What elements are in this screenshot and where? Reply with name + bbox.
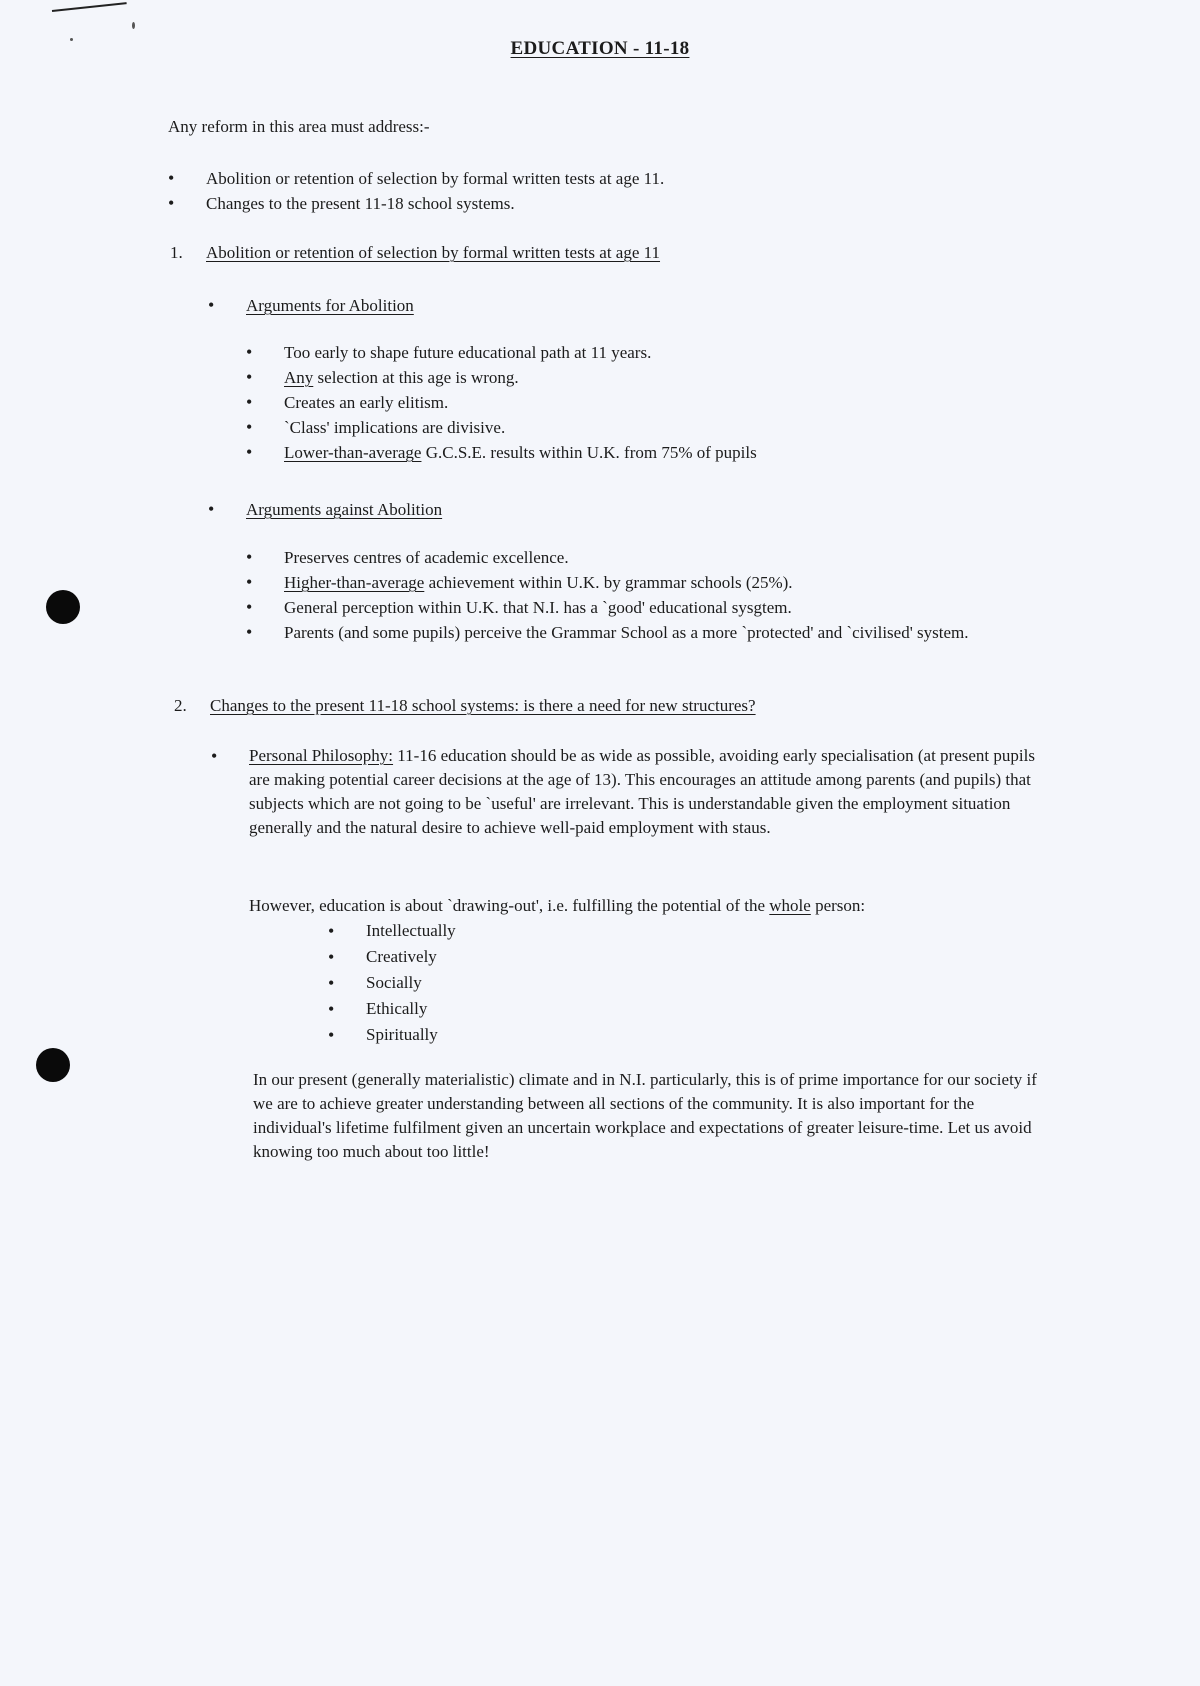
item-text: Too early to shape future educational path at 11 years. — [284, 343, 652, 362]
section-heading-text: Changes to the present 11-18 school systems: is there a need for new structures? — [210, 696, 756, 715]
item-text: `Class' implications are divisive. — [284, 418, 506, 437]
item-lead: Any — [284, 368, 314, 387]
for-heading — [246, 293, 414, 318]
list-item: • Ethically — [366, 996, 456, 1022]
item-text: achievement within U.K. by grammar schools (25%). — [424, 573, 793, 592]
list-item: • Intellectually — [366, 918, 456, 944]
item-text: G.C.S.E. results within U.K. from 75% of pupils — [421, 443, 757, 462]
section-1-heading — [170, 243, 661, 263]
philosophy-paragraph — [249, 744, 1039, 840]
list-item — [284, 390, 757, 415]
section-heading-text: Abolition or retention of selection by formal written tests at age 11 — [206, 243, 661, 262]
list-item — [284, 365, 757, 390]
list-item: • Changes to the present 11-18 school systems. — [206, 191, 664, 216]
intro-text: Any reform in this area must address:- — [168, 117, 430, 136]
list-item — [284, 440, 757, 465]
for-heading-list — [246, 293, 414, 318]
main-points-list — [206, 166, 664, 216]
section-number: 2. — [174, 696, 187, 715]
against-heading — [246, 497, 442, 522]
list-item — [284, 545, 984, 570]
philosophy-text: 11-16 education should be as wide as possible, avoiding early specialisation (at present pupils are making potential career decisions at the age of 13). This encourages an attitude among parents (and pupils) that subjects which are not going to be `useful' are irrelevant. This is understandable given the employment situation generally and the natural desire to achieve well-paid employment with staus. — [249, 746, 1035, 837]
list-item — [284, 570, 984, 595]
punch-hole-bottom — [36, 1048, 70, 1082]
item-text: Parents (and some pupils) perceive the Grammar School as a more `protected' and `civilised' system. — [284, 623, 969, 642]
however-emphasis: whole — [769, 896, 811, 915]
qualities-list — [366, 918, 456, 1048]
for-arguments-list — [284, 340, 757, 465]
list-item: • Creatively — [366, 944, 456, 970]
item-text: selection at this age is wrong. — [313, 368, 519, 387]
item-text: General perception within U.K. that N.I. has a `good' educational sysgtem. — [284, 598, 792, 617]
item-lead: Higher-than-average — [284, 573, 425, 592]
against-heading-list — [246, 497, 442, 522]
page-title — [0, 38, 1200, 60]
item-lead: Lower-than-average — [284, 443, 422, 462]
section-2-heading — [174, 696, 756, 716]
list-item: • Abolition or retention of selection by formal written tests at age 11. — [206, 166, 664, 191]
punch-hole-top — [46, 590, 80, 624]
however-text: However, education is about `drawing-out', i.e. fulfilling the potential of the — [249, 896, 770, 915]
however-text-end: person: — [810, 896, 866, 915]
list-item — [284, 595, 984, 620]
list-item — [284, 340, 757, 365]
however-paragraph — [249, 894, 1049, 918]
for-heading-text: Arguments for Abolition — [246, 296, 414, 315]
philosophy-label: Personal Philosophy: — [249, 746, 394, 765]
closing-paragraph: In our present (generally materialistic) climate and in N.I. particularly, this is of prime importance for our society if we are to achieve greater understanding between all sections of the community. It is also important for the individual's lifetime fulfilment given an uncertain workplace and expectations of greater leisure-time. Let us avoid knowing too much about too little! — [253, 1070, 1037, 1161]
item-text: Preserves centres of academic excellence. — [284, 548, 569, 567]
against-arguments-list — [284, 545, 984, 645]
item-text: Creates an early elitism. — [284, 393, 449, 412]
against-heading-text: Arguments against Abolition — [246, 500, 443, 519]
pen-mark — [132, 22, 135, 29]
section-number: 1. — [170, 243, 183, 262]
title-text: EDUCATION - 11-18 — [510, 38, 690, 59]
list-item — [284, 620, 974, 645]
philosophy-list — [249, 744, 1039, 840]
pen-mark — [52, 2, 127, 12]
list-item: • Socially — [366, 970, 456, 996]
list-item — [284, 415, 757, 440]
list-item: • Spiritually — [366, 1022, 456, 1048]
